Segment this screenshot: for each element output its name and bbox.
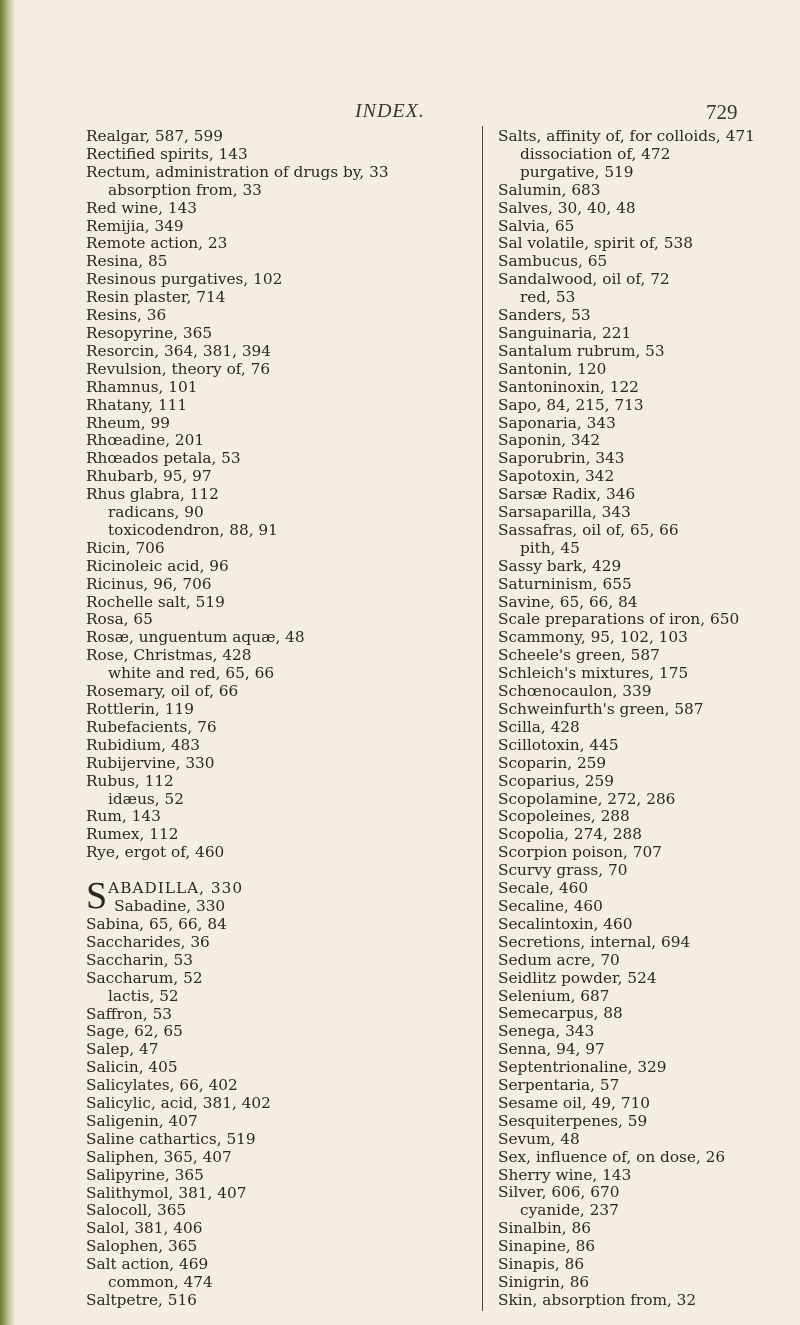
index-entry: Salicylates, 66, 402	[86, 1076, 238, 1095]
index-entry: Rubidium, 483	[86, 735, 201, 754]
index-entry: Senna, 94, 97	[498, 1040, 605, 1059]
index-entry: Rhamnus, 101	[86, 377, 198, 396]
page-number: 729	[706, 100, 738, 124]
index-entry: Rhubarb, 95, 97	[86, 467, 212, 486]
index-entry: Sambucus, 65	[498, 252, 608, 271]
index-entry: Resopyrine, 365	[86, 323, 213, 342]
index-entry: Serpentaria, 57	[498, 1076, 620, 1095]
index-entry: Sesquiterpenes, 59	[498, 1111, 648, 1130]
section-gap	[86, 862, 486, 880]
index-entry: Rosa, 65	[86, 610, 153, 629]
index-subentry: cyanide, 237	[520, 1201, 619, 1220]
index-entry: Saccharides, 36	[86, 932, 210, 951]
index-entry: Rumex, 112	[86, 825, 179, 844]
index-entry: Sanguinaria, 221	[498, 323, 632, 342]
index-entry: Schœnocaulon, 339	[498, 682, 652, 701]
index-subentry: red, 53	[520, 288, 576, 307]
index-entry: Resinous purgatives, 102	[86, 270, 283, 289]
index-entry: Silver, 606, 670	[498, 1183, 620, 1202]
book-binding-edge	[0, 0, 14, 1325]
index-subentry: dissociation of, 472	[520, 144, 671, 163]
index-entry: Saporubrin, 343	[498, 449, 625, 468]
index-entry: Sabina, 65, 66, 84	[86, 914, 227, 933]
index-entry: Salts, affinity of, for colloids, 471	[498, 127, 755, 145]
index-entry: Ricinus, 96, 706	[86, 574, 212, 593]
index-entry: Remijia, 349	[86, 216, 184, 235]
index-entry: Saccharum, 52	[86, 968, 203, 987]
index-entry: Scopolia, 274, 288	[498, 825, 643, 844]
index-entry: Sanders, 53	[498, 306, 591, 325]
index-entry: Resins, 36	[86, 306, 167, 325]
index-entry: Sassy bark, 429	[498, 556, 622, 575]
column-divider	[482, 126, 483, 1311]
index-entry: Saltpetre, 516	[86, 1291, 197, 1309]
index-entry: Secalintoxin, 460	[498, 914, 633, 933]
index-entry: Rosemary, oil of, 66	[86, 682, 239, 701]
index-entry: Salophen, 365	[86, 1237, 198, 1256]
index-entry: Secaline, 460	[498, 896, 603, 915]
index-subentry: toxicodendron, 88, 91	[108, 520, 278, 539]
index-entry: Salumin, 683	[498, 180, 601, 199]
index-entry: Resina, 85	[86, 252, 168, 271]
index-entry: Revulsion, theory of, 76	[86, 359, 271, 378]
index-entry: Resorcin, 364, 381, 394	[86, 341, 272, 360]
index-entry: Selenium, 687	[498, 986, 610, 1005]
index-entry: Sarsæ Radix, 346	[498, 485, 636, 504]
index-entry: Scurvy grass, 70	[498, 861, 628, 880]
index-column-right	[498, 128, 788, 1310]
index-entry: Rhœadine, 201	[86, 431, 205, 450]
index-entry: Saline cathartics, 519	[86, 1129, 256, 1148]
index-entry: Salocoll, 365	[86, 1201, 187, 1220]
index-subentry: lactis, 52	[108, 986, 179, 1005]
index-entry: Schweinfurth's green, 587	[498, 700, 704, 718]
section-heading	[86, 875, 486, 918]
index-entry: Senega, 343	[498, 1022, 595, 1041]
index-entry: Santalum rubrum, 53	[498, 341, 665, 360]
index-entry: Rye, ergot of, 460	[86, 843, 225, 862]
index-entry: Sedum acre, 70	[498, 950, 620, 969]
index-entry: Ricin, 706	[86, 538, 165, 557]
index-entry: Rubijervine, 330	[86, 753, 215, 772]
index-entry: Schleich's mixtures, 175	[498, 664, 689, 683]
index-entry: Saligenin, 407	[86, 1111, 198, 1130]
index-subentry: white and red, 65, 66	[108, 664, 275, 683]
index-subentry: purgative, 519	[520, 162, 634, 181]
index-subentry: absorption from, 33	[108, 180, 262, 199]
index-subentry: pith, 45	[520, 538, 580, 557]
index-entry: Saponin, 342	[498, 431, 601, 450]
index-entry: Realgar, 587, 599	[86, 127, 223, 145]
index-entry: Scoparin, 259	[498, 753, 607, 772]
index-entry: Seidlitz powder, 524	[498, 968, 657, 987]
index-entry: Rhœados petala, 53	[86, 449, 241, 468]
index-entry: Scilla, 428	[498, 717, 580, 736]
index-entry: Rectum, administration of drugs by, 33	[86, 162, 389, 181]
index-entry: Resin plaster, 714	[86, 288, 226, 307]
index-entry: Rubefacients, 76	[86, 717, 217, 736]
index-entry: Sarsaparilla, 343	[498, 503, 631, 522]
index-entry: Salicylic, acid, 381, 402	[86, 1094, 271, 1113]
index-entry: Ricinoleic acid, 96	[86, 556, 229, 575]
index-entry: Saffron, 53	[86, 1004, 173, 1023]
index-entry: Rectified spirits, 143	[86, 144, 248, 163]
index-entry: Salol, 381, 406	[86, 1219, 203, 1238]
index-entry: Sandalwood, oil of, 72	[498, 270, 670, 289]
index-entry: Scopoleines, 288	[498, 807, 630, 826]
index-entry: Salithymol, 381, 407	[86, 1183, 247, 1202]
index-entry: Saturninism, 655	[498, 574, 632, 593]
index-entry: Semecarpus, 88	[498, 1004, 623, 1023]
index-entry: Sesame oil, 49, 710	[498, 1093, 651, 1112]
index-entry: Remote action, 23	[86, 234, 228, 253]
index-entry: Sinigrin, 86	[498, 1273, 590, 1291]
index-entry: ABADILLA, 330	[108, 879, 244, 898]
index-entry: Sage, 62, 65	[86, 1022, 183, 1041]
page-title: INDEX.	[355, 100, 425, 122]
index-entry: Santonin, 120	[498, 359, 607, 378]
index-subentry: common, 474	[108, 1273, 213, 1292]
index-subentry: idæus, 52	[108, 789, 184, 808]
index-entry: Rubus, 112	[86, 771, 174, 790]
index-entry: Red wine, 143	[86, 198, 198, 217]
index-entry: Rheum, 99	[86, 413, 170, 432]
index-entry: Sal volatile, spirit of, 538	[498, 234, 693, 253]
index-entry: Skin, absorption from, 32	[498, 1290, 697, 1309]
index-entry: Scorpion poison, 707	[498, 843, 662, 862]
index-entry: Rhatany, 111	[86, 395, 188, 414]
index-entry: Sinapis, 86	[498, 1255, 585, 1274]
index-entry: Salt action, 469	[86, 1255, 209, 1274]
index-entry: Scammony, 95, 102, 103	[498, 628, 688, 647]
index-subentry: radicans, 90	[108, 503, 204, 522]
index-entry: Santoninoxin, 122	[498, 377, 639, 396]
index-entry: Sevum, 48	[498, 1129, 580, 1148]
index-entry: Secale, 460	[498, 879, 589, 898]
index-entry: Rosæ, unguentum aquæ, 48	[86, 628, 305, 647]
index-entry: Salvia, 65	[498, 216, 575, 235]
index-entry: Sassafras, oil of, 65, 66	[498, 520, 679, 539]
index-entry: Salep, 47	[86, 1040, 159, 1059]
index-entry: Rhus glabra, 112	[86, 485, 219, 504]
index-entry: Salicin, 405	[86, 1058, 178, 1077]
index-entry: Septentrionaline, 329	[498, 1058, 667, 1077]
index-entry: Sinapine, 86	[498, 1237, 596, 1256]
index-entry: Sex, influence of, on dose, 26	[498, 1147, 726, 1166]
index-entry: Saliphen, 365, 407	[86, 1147, 232, 1166]
index-entry: Scheele's green, 587	[498, 646, 660, 665]
index-entry: Savine, 65, 66, 84	[498, 592, 638, 611]
index-entry: Scale preparations of iron, 650	[498, 610, 740, 629]
index-entry: Rottlerin, 119	[86, 700, 194, 718]
index-entry: Rochelle salt, 519	[86, 592, 225, 611]
index-entry: Rum, 143	[86, 807, 161, 826]
index-entry: Secretions, internal, 694	[498, 932, 691, 951]
index-entry: Sherry wine, 143	[498, 1165, 632, 1184]
index-entry: Salves, 30, 40, 48	[498, 198, 636, 217]
index-entry: Saccharin, 53	[86, 950, 193, 969]
index-entry: Scoparius, 259	[498, 771, 614, 790]
index-entry: Saponaria, 343	[498, 413, 616, 432]
index-entry: Rose, Christmas, 428	[86, 646, 252, 665]
index-entry: Scillotoxin, 445	[498, 735, 619, 754]
index-entry: Sapotoxin, 342	[498, 467, 615, 486]
index-entry: Sinalbin, 86	[498, 1219, 591, 1238]
index-entry: Scopolamine, 272, 286	[498, 789, 676, 808]
index-column-left	[86, 128, 486, 1310]
drop-cap-letter: S	[86, 875, 108, 918]
index-entry: Sapo, 84, 215, 713	[498, 395, 644, 414]
index-entry: Salipyrine, 365	[86, 1165, 204, 1184]
index-subentry: Sabadine, 330	[114, 897, 226, 916]
